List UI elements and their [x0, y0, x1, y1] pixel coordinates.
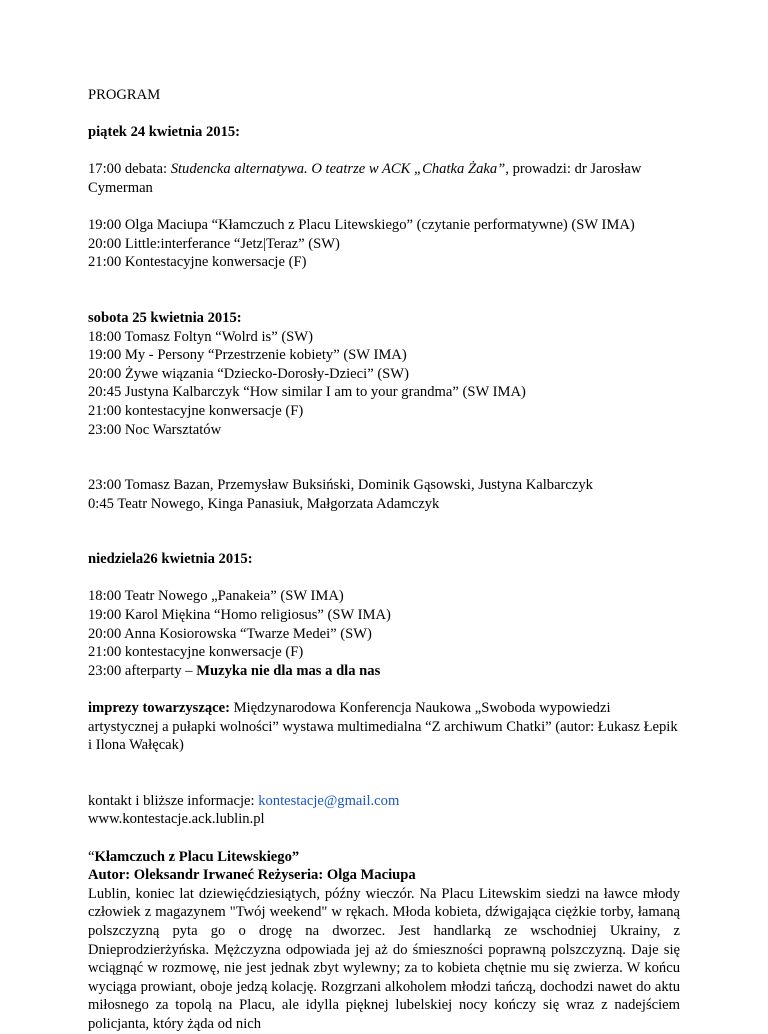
debate-prefix: 17:00 debata:	[88, 161, 171, 178]
play-title	[88, 848, 680, 867]
debate-suffix: , prowadzi: dr Jarosław Cymerman	[88, 161, 642, 196]
side-events	[88, 699, 680, 755]
day3-afterparty	[88, 662, 680, 681]
day3-event: 21:00 kontestacyjne konwersacje (F)	[88, 644, 304, 661]
day3-event: 20:00 Anna Kosiorowska “Twarze Medei” (SW)	[88, 625, 372, 642]
afterparty-prefix: 23:00 afterparty –	[88, 662, 197, 679]
contact-line	[88, 792, 680, 811]
side-events-text: Międzynarodowa Konferencja Naukowa „Swoboda wypowiedzi artystycznej a pułapki wolności” wystawa multimedialna “Z archiwum Chatki” (autor: Łukasz Łepik i Ilona Wałęcak)	[88, 700, 678, 754]
day2-event: 20:00 Żywe wiązania “Dziecko-Dorosły-Dzieci” (SW)	[88, 365, 409, 382]
play-quote-open: “	[88, 848, 95, 865]
email-link[interactable]: kontestacje@gmail.com	[258, 792, 400, 809]
side-events-label: imprezy towarzyszące:	[88, 700, 230, 717]
contact-prefix: kontakt i bliższe informacje:	[88, 792, 259, 809]
play-credits: Autor: Oleksandr Irwaneć Reżyseria: Olga Maciupa	[88, 867, 416, 884]
day3-event: 18:00 Teatr Nowego „Panakeia” (SW IMA)	[88, 588, 344, 605]
program-heading: PROGRAM	[88, 87, 161, 103]
day3-date: niedziela26 kwietnia 2015:	[88, 551, 253, 568]
workshop-item: 23:00 Tomasz Bazan, Przemysław Buksiński, Dominik Gąsowski, Justyna Kalbarczyk	[88, 477, 593, 494]
play-title-text: Kłamczuch z Placu Litewskiego”	[94, 848, 300, 865]
afterparty-title: Muzyka nie dla mas a dla nas	[196, 662, 381, 679]
play-description: Lublin, koniec lat dziewięćdziesiątych, późny wieczór. Na Placu Litewskim siedzi na ławce młody człowiek z magazynem "Twój weekend" w rękach. Młoda kobieta, dźwigająca ciężkie torby, łamaną polszczyzną pyta go o drogę na dworzec. Jest handlarką ze wschodniej Ukrainy, z Dnieprodzierżyńska. Mężczyzna odpowiada jej aż do śmieszności poprawną polszczyzną. Daje się wciągnąć w rozmowę, nie jest jednak zbyt wylewny; za to kobieta chętnie mu się zwierza. W końcu wyciąga prowiant, oboje jedzą kolację. Rozgrzani alkoholem młodzi tańczą, dochodzi nawet do aktu miłosnego za topolą na Placu, ale idylla pięknej lubelskiej nocy kończy się wraz z nadejściem policjanta, który żąda od nich	[88, 885, 680, 1032]
day2-date: sobota 25 kwietnia 2015:	[88, 309, 242, 326]
day2-event: 20:45 Justyna Kalbarczyk “How similar I am to your grandma” (SW IMA)	[88, 384, 526, 401]
day1-debate	[88, 160, 680, 197]
day2-event: 23:00 Noc Warsztatów	[88, 421, 222, 438]
day2-event: 21:00 kontestacyjne konwersacje (F)	[88, 402, 304, 419]
day1-event: 20:00 Little:interferance “Jetz|Teraz” (SW)	[88, 235, 340, 252]
day1-event: 21:00 Kontestacyjne konwersacje (F)	[88, 254, 307, 271]
day2-event: 18:00 Tomasz Foltyn “Wolrd is” (SW)	[88, 328, 313, 345]
website-link[interactable]: www.kontestacje.ack.lublin.pl	[88, 811, 265, 828]
debate-title: Studencka alternatywa. O teatrze w ACK „Chatka Żaka”	[170, 161, 506, 178]
day1-event: 19:00 Olga Maciupa “Kłamczuch z Placu Litewskiego” (czytanie performatywne) (SW IMA)	[88, 217, 635, 234]
workshop-item: 0:45 Teatr Nowego, Kinga Panasiuk, Małgorzata Adamczyk	[88, 495, 440, 512]
document-page	[88, 86, 680, 1034]
day2-event: 19:00 My - Persony “Przestrzenie kobiety” (SW IMA)	[88, 347, 407, 364]
day3-event: 19:00 Karol Miękina “Homo religiosus” (SW IMA)	[88, 607, 391, 624]
day1-date: piątek 24 kwietnia 2015:	[88, 124, 241, 141]
